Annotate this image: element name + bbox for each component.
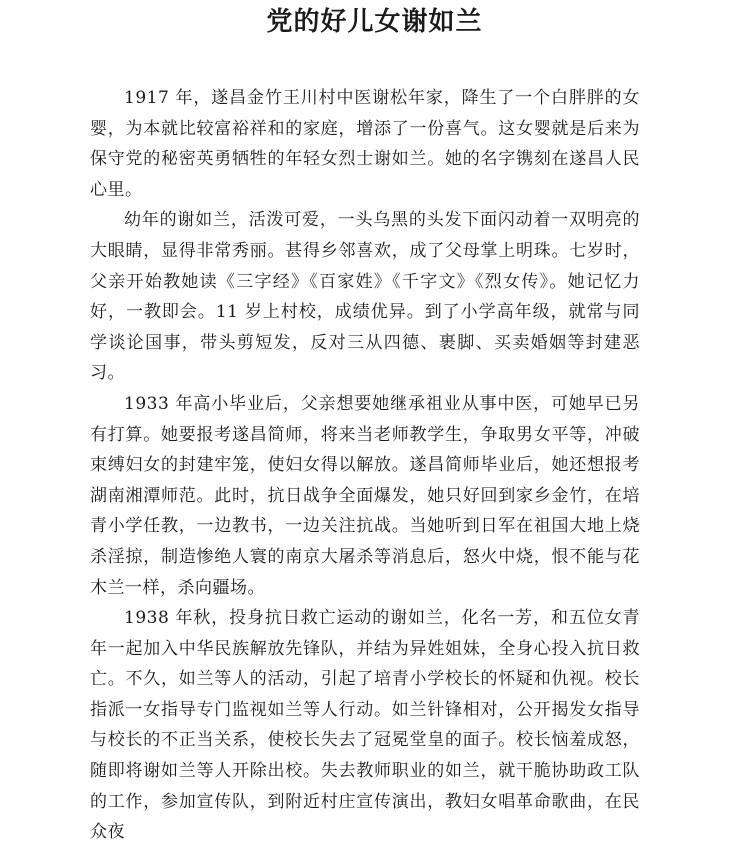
document-title: 党的好儿女谢如兰 [266,7,483,37]
paragraph-2: 幼年的谢如兰，活泼可爱，一头乌黑的头发下面闪动着一双明亮的大眼睛，显得非常秀丽。甚得乡邻喜欢，成了父母掌上明珠。七岁时，父亲开始教她读《三字经》《百家姓》《千字文》《烈女传》。她记忆力好，一教即会。11 岁上村校，成绩优异。到了小学高年级，就常与同学谈论国事，带头剪短发，反对三从四德、裹脚、买卖婚姻等封建恶习。 [90,210,640,384]
paragraph-1: 1917 年，遂昌金竹王川村中医谢松年家，降生了一个白胖胖的女婴，为本就比较富裕祥和的家庭，增添了一份喜气。这女婴就是后来为保守党的秘密英勇牺牲的年轻女烈士谢如兰。她的名字镌刻在遂昌人民心里。 [90,88,640,200]
paragraph-3: 1933 年高小毕业后，父亲想要她继承祖业从事中医，可她早已另有打算。她要报考遂昌简师，将来当老师教学生，争取男女平等，冲破束缚妇女的封建牢笼，使妇女得以解放。遂昌简师毕业后，她还想报考湖南湘潭师范。此时，抗日战争全面爆发，她只好回到家乡金竹，在培青小学任教，一边教书，一边关注抗战。当她听到日军在祖国大地上烧杀淫掠，制造惨绝人寰的南京大屠杀等消息后，怒火中烧，恨不能与花木兰一样，杀向疆场。 [90,393,640,598]
article-body [90,83,640,848]
paragraph-4: 1938 年秋，投身抗日救亡运动的谢如兰，化名一芳，和五位女青年一起加入中华民族解放先锋队，并结为异姓姐妹，全身心投入抗日救亡。不久，如兰等人的活动，引起了培青小学校长的怀疑和仇视。校长指派一女指导专门监视如兰等人行动。如兰针锋相对，公开揭发女指导与校长的不正当关系，使校长失去了冠冕堂皇的面子。校长恼羞成怒，随即将谢如兰等人开除出校。失去教师职业的如兰，就干脆协助政工队的工作，参加宣传队，到附近村庄宣传演出，教妇女唱革命歌曲，在民众夜 [90,608,640,843]
